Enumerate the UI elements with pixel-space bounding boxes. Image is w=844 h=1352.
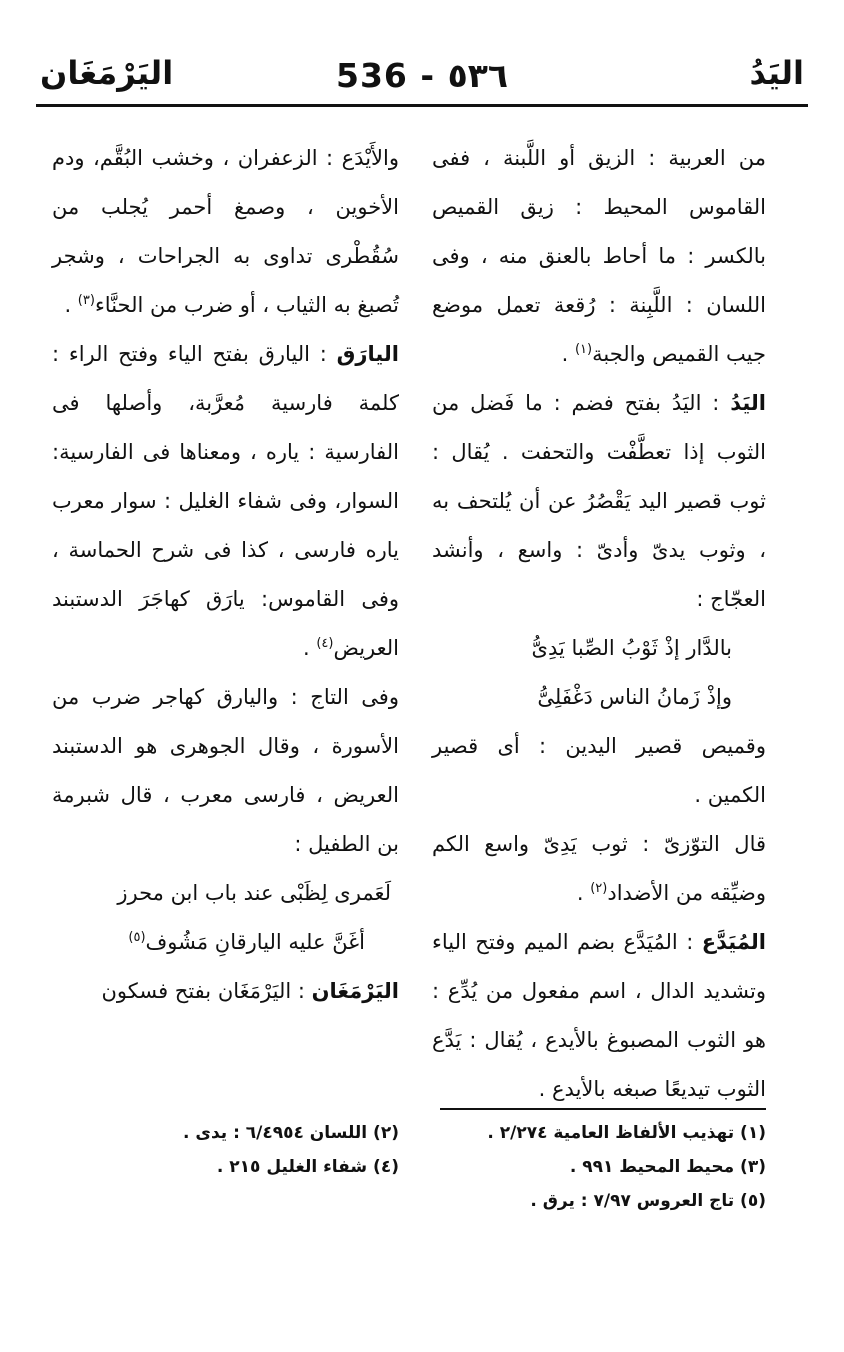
footnote-ref: (٥)	[128, 930, 146, 945]
footnote: (٥) تاج العروس ٧/٩٧ : يرق .	[530, 1191, 766, 1211]
header-entry-end: اليَرْمَغَان	[40, 54, 174, 92]
paragraph-text: وفى التاج : واليارق كهاجر ضرب من الأسورة ، وقال الجوهرى هو الدستبند العريض ، فارسى معرب ، قال شبرمة بن الطفيل :	[52, 685, 399, 856]
left-column	[52, 134, 399, 1016]
entry-term: اليَرْمَغَان	[311, 979, 399, 1003]
footnote-rule	[440, 1108, 766, 1110]
footnote-ref: (٤)	[316, 636, 334, 651]
paragraph	[432, 820, 766, 918]
paragraph	[52, 330, 399, 673]
page-number-latin: 536	[335, 56, 408, 95]
footnote: (٤) شفاء الغليل ٢١٥ .	[216, 1157, 399, 1177]
footnote-ref: (٢)	[590, 881, 608, 896]
verse-text: أغَنَّ عليه اليارقانِ مَشُوف	[145, 930, 365, 954]
right-column	[432, 134, 766, 1114]
entry-term: اليارَق	[336, 342, 399, 366]
paragraph-tail: .	[561, 342, 575, 366]
paragraph	[52, 967, 399, 1016]
verse-line: وإذْ زَمانُ الناس دَغْفَلِىُّ	[537, 685, 732, 709]
paragraph-text: : اليَدُ بفتح فضم : ما فَضل من الثوب إذا تعطَّفْت والتحفت . يُقال : ثوب قصير اليد يَقْصُرُ عن أن يُلتحف به ، وثوب يدىّ وأدىّ : واسع ، وأنشد العجّاج :	[432, 391, 766, 611]
header-rule	[36, 104, 808, 107]
paragraph-text: وقميص قصير اليدين : أى قصير الكمين .	[432, 734, 766, 807]
footnote: (٢) اللسان ٦/٤٩٥٤ : يدى .	[182, 1123, 399, 1143]
paragraph-text: والأَيْدَع : الزعفران ، وخشب البُقَّم، ودم الأخوين ، وصمغ أحمر يُجلب من سُقُطْرى تداوى به الجراحات ، وشجر تُصبغ به الثياب ، أو ضرب من الحنَّاء	[52, 146, 399, 317]
paragraph-tail: .	[64, 293, 78, 317]
footnotes-left	[52, 1116, 399, 1184]
paragraph	[432, 134, 766, 379]
page-header	[40, 46, 804, 98]
paragraph	[52, 673, 399, 869]
paragraph-text: قال التوّزىّ : ثوب يَدِىّ واسع الكم وضيِّقه من الأضداد	[432, 832, 766, 905]
paragraph	[432, 379, 766, 624]
paragraph-text: من العربية : الزيق أو اللَّبنة ، ففى القاموس المحيط : زيق القميص بالكسر : ما أحاط بالعنق منه ، وفى اللسان : اللَّبِنة : رُقعة تعمل موضع جيب القميص والجبة	[432, 146, 766, 366]
footnote-ref: (١)	[574, 342, 593, 357]
footnote: (٣) محيط المحيط ٩٩١ .	[569, 1157, 766, 1177]
verse-line	[52, 918, 399, 967]
paragraph-tail: .	[302, 636, 317, 660]
header-entry-start: اليَدُ	[749, 54, 804, 92]
paragraph-text: : المُيَدَّع بضم الميم وفتح الياء وتشديد الدال ، اسم مفعول من يُدِّع : هو الثوب المصبوغ بالأيدع ، يُقال : يَدَّع الثوب تيديعًا صبغه بالأيدع .	[432, 930, 766, 1101]
verse-line: لَعَمرى لِظَبْى عند باب ابن محرز	[117, 881, 391, 905]
paragraph	[432, 918, 766, 1114]
footnote-ref: (٣)	[77, 293, 95, 308]
paragraph	[52, 134, 399, 330]
entry-term: اليَدُ	[730, 391, 766, 415]
paragraph-text: : اليارق بفتح الياء وفتح الراء : كلمة فارسية مُعرَّبة، وأصلها فى الفارسية : ياره ، ومعناها فى الفارسية: السوار، وفى شفاء الغليل : سوار معرب ياره فارسى ، كذا فى شرح الحماسة ، وفى القاموس: يارَق كهاجَرَ الدستبند العريض	[52, 342, 399, 660]
footnotes-right	[430, 1116, 766, 1218]
verse-line: بالدَّار إذْ ثَوْبُ الصِّبا يَدِىُّ	[531, 636, 732, 660]
page-number-separator: -	[420, 56, 436, 95]
page-number-arabic: ٥٣٦	[447, 56, 509, 95]
paragraph-tail: .	[576, 881, 591, 905]
footnote: (١) تهذيب الألفاظ العامية ٢/٢٧٤ .	[487, 1123, 766, 1143]
entry-term: المُيَدَّع	[701, 930, 766, 954]
paragraph-text: : اليَرْمَغَان بفتح فسكون	[101, 979, 312, 1003]
paragraph	[432, 722, 766, 820]
